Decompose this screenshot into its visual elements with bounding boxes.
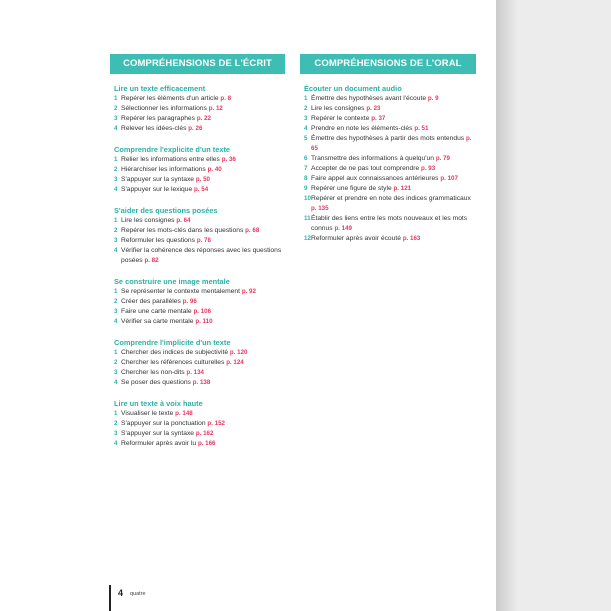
toc-section xyxy=(114,399,292,449)
toc-entry[interactable] xyxy=(304,234,476,244)
entry-title: S'appuyer sur la syntaxe xyxy=(121,430,195,437)
entry-title: Transmettre des informations à quelqu'un xyxy=(311,155,434,162)
entry-title: Reformuler les questions xyxy=(121,237,195,244)
entry-title: Chercher les références culturelles xyxy=(121,359,225,366)
entry-page-ref[interactable]: p. 65 xyxy=(311,135,472,152)
entry-title: Chercher les non-dits xyxy=(121,369,185,376)
entry-number: 2 xyxy=(114,298,118,305)
toc-entry[interactable] xyxy=(304,164,476,174)
entry-page-ref[interactable]: p. 106 xyxy=(193,308,212,315)
left-margin xyxy=(0,0,81,611)
entry-number: 1 xyxy=(114,156,118,163)
page-shadow xyxy=(496,0,518,611)
toc-entry[interactable] xyxy=(304,134,476,154)
toc-entry[interactable] xyxy=(114,114,292,124)
toc-entry[interactable] xyxy=(304,184,476,194)
entry-page-ref[interactable]: p. 149 xyxy=(334,225,352,232)
entry-title: Accepter de ne pas tout comprendre xyxy=(311,165,420,172)
toc-section xyxy=(114,84,292,134)
entry-page-ref[interactable]: p. 121 xyxy=(393,185,412,192)
entry-title: Repérer les mots-clés dans les questions xyxy=(121,227,244,234)
entry-page-ref[interactable]: p. 107 xyxy=(440,175,458,182)
entry-page-ref[interactable]: p. 22 xyxy=(196,115,211,122)
entry-number: 4 xyxy=(114,318,118,325)
toc-entry[interactable] xyxy=(114,165,292,175)
toc-section xyxy=(114,277,292,327)
toc-entry[interactable] xyxy=(114,104,292,114)
entry-title: Repérer et prendre en note des indices grammaticaux xyxy=(311,195,471,202)
entry-number: 4 xyxy=(114,247,118,254)
entry-title: Faire une carte mentale xyxy=(121,308,192,315)
entry-title: Chercher des indices de subjectivité xyxy=(121,349,229,356)
section-title: Comprendre l'implicite d'un texte xyxy=(114,338,231,347)
toc-entry[interactable] xyxy=(304,174,476,184)
entry-title: Émettre des hypothèses avant l'écoute xyxy=(311,95,427,102)
entry-page-ref[interactable]: p. 124 xyxy=(226,359,244,366)
entry-title: Repérer une figure de style xyxy=(311,185,392,192)
entry-number: 4 xyxy=(114,440,118,447)
entry-title: S'appuyer sur le lexique xyxy=(121,186,193,193)
entry-title: Vérifier la cohérence des réponses avec les questions posées xyxy=(121,247,282,264)
entry-number: 3 xyxy=(114,430,118,437)
entry-page-ref[interactable]: p. 162 xyxy=(195,430,214,437)
toc-entry[interactable] xyxy=(114,287,292,297)
entry-number: 9 xyxy=(304,185,308,192)
entry-number: 1 xyxy=(114,217,118,224)
entry-page-ref[interactable]: p. 8 xyxy=(220,95,232,102)
toc-entry[interactable] xyxy=(114,317,292,327)
toc-entry[interactable] xyxy=(114,368,292,378)
toc-section xyxy=(114,206,292,266)
section-title: Lire un texte à voix haute xyxy=(114,399,203,408)
entry-number: 5 xyxy=(304,135,308,142)
entry-number: 1 xyxy=(114,410,118,417)
toc-entry[interactable] xyxy=(114,307,292,317)
entry-title: Vérifier sa carte mentale xyxy=(121,318,194,325)
entry-number: 12 xyxy=(304,235,311,242)
entry-number: 11 xyxy=(304,215,311,222)
section-title: S'aider des questions posées xyxy=(114,206,218,215)
entry-title: S'appuyer sur la syntaxe xyxy=(121,176,195,183)
entry-number: 2 xyxy=(304,105,308,112)
entry-number: 1 xyxy=(304,95,308,102)
entry-page-ref[interactable]: p. 92 xyxy=(241,288,256,295)
entry-page-ref[interactable]: p. 79 xyxy=(435,155,450,162)
toc-entry[interactable] xyxy=(304,154,476,164)
banner-ecrit: COMPRÉHENSIONS DE L'ÉCRIT xyxy=(110,54,285,74)
entry-title: Hiérarchiser les informations xyxy=(121,166,206,173)
toc-entry[interactable] xyxy=(114,429,292,439)
entry-title: Se poser des questions xyxy=(121,379,191,386)
entry-title: Lire les consignes xyxy=(311,105,365,112)
entry-title: Relever les idées-clés xyxy=(121,125,187,132)
entry-title: Visualiser le texte xyxy=(121,410,174,417)
entry-number: 3 xyxy=(304,115,308,122)
toc-entry[interactable] xyxy=(114,175,292,185)
entry-page-ref[interactable]: p. 163 xyxy=(402,235,421,242)
toc-entry[interactable] xyxy=(114,348,292,358)
entry-page-ref[interactable]: p. 26 xyxy=(188,125,203,132)
entry-number: 6 xyxy=(304,155,308,162)
toc-entry[interactable] xyxy=(114,216,292,226)
entry-page-ref[interactable]: p. 12 xyxy=(208,105,223,112)
left-column xyxy=(114,84,292,449)
entry-title: Lire les consignes xyxy=(121,217,175,224)
entry-page-ref[interactable]: p. 54 xyxy=(194,186,209,193)
entry-title: Reformuler après avoir écouté xyxy=(311,235,401,242)
entry-page-ref[interactable]: p. 138 xyxy=(192,379,211,386)
toc-entry[interactable] xyxy=(114,94,292,104)
entry-title: Repérer les éléments d'un article xyxy=(121,95,219,102)
entry-page-ref[interactable]: p. 68 xyxy=(245,227,260,234)
entry-page-ref[interactable]: p. 110 xyxy=(195,318,213,325)
entry-number: 3 xyxy=(114,115,118,122)
entry-number: 1 xyxy=(114,349,118,356)
entry-number: 3 xyxy=(114,176,118,183)
toc-entry[interactable] xyxy=(304,104,476,114)
entry-title: Faire appel aux connaissances antérieures xyxy=(311,175,439,182)
entry-page-ref[interactable]: p. 135 xyxy=(311,205,329,212)
entry-page-ref[interactable]: p. 64 xyxy=(176,217,191,224)
toc-entry[interactable] xyxy=(114,226,292,236)
footer-bar xyxy=(109,585,111,611)
entry-number: 2 xyxy=(114,420,118,427)
entry-page-ref[interactable]: p. 120 xyxy=(229,349,248,356)
section-title: Lire un texte efficacement xyxy=(114,84,206,93)
entry-number: 1 xyxy=(114,95,118,102)
entry-page-ref[interactable]: p. 37 xyxy=(371,115,386,122)
entry-title: Établir des liens entre les mots nouveaux et les mots connus xyxy=(311,215,468,232)
entry-page-ref[interactable]: p. 134 xyxy=(186,369,204,376)
entry-number: 2 xyxy=(114,359,118,366)
entry-title: Relier les informations entre elles xyxy=(121,156,220,163)
entry-number: 2 xyxy=(114,105,118,112)
entry-number: 4 xyxy=(114,379,118,386)
toc-section xyxy=(114,338,292,388)
page-word: quatre xyxy=(130,591,146,597)
entry-title: S'appuyer sur la ponctuation xyxy=(121,420,206,427)
entry-page-ref[interactable]: p. 93 xyxy=(421,165,436,172)
entry-page-ref[interactable]: p. 23 xyxy=(366,105,381,112)
entry-title: Créer des parallèles xyxy=(121,298,181,305)
section-title: Se construire une image mentale xyxy=(114,277,230,286)
toc-entry[interactable] xyxy=(114,378,292,388)
page-number: 4 xyxy=(118,588,124,598)
entry-number: 3 xyxy=(114,237,118,244)
toc-entry[interactable] xyxy=(114,297,292,307)
toc-entry[interactable] xyxy=(114,124,292,134)
entry-title: Repérer le contexte xyxy=(311,115,370,122)
section-title: Écouter un document audio xyxy=(304,84,402,93)
entry-title: Prendre en note les éléments-clés xyxy=(311,125,413,132)
toc-entry[interactable] xyxy=(114,358,292,368)
banner-oral: COMPRÉHENSIONS DE L'ORAL xyxy=(300,54,476,74)
right-column xyxy=(304,84,476,244)
toc-entry[interactable] xyxy=(114,419,292,429)
entry-number: 7 xyxy=(304,165,308,172)
entry-number: 3 xyxy=(114,308,118,315)
entry-page-ref[interactable]: p. 166 xyxy=(197,440,216,447)
section-title: Comprendre l'explicite d'un texte xyxy=(114,145,231,154)
entry-number: 4 xyxy=(114,125,118,132)
toc-entry[interactable] xyxy=(114,246,292,266)
toc-entry[interactable] xyxy=(114,409,292,419)
entry-number: 4 xyxy=(114,186,118,193)
toc-entry[interactable] xyxy=(304,194,476,214)
entry-title: Sélectionner les informations xyxy=(121,105,207,112)
entry-title: Se représenter le contexte mentalement xyxy=(121,288,240,295)
toc-entry[interactable] xyxy=(304,214,476,234)
entry-page-ref[interactable]: p. 36 xyxy=(221,156,236,163)
toc-entry[interactable] xyxy=(114,155,292,165)
entry-title: Émettre des hypothèses à partir des mots entendus xyxy=(311,135,465,142)
entry-page-ref[interactable]: p. 96 xyxy=(182,298,197,305)
entry-number: 8 xyxy=(304,175,308,182)
entry-page-ref[interactable]: p. 82 xyxy=(144,257,159,264)
entry-number: 3 xyxy=(114,369,118,376)
toc-section xyxy=(304,84,476,244)
entry-number: 10 xyxy=(304,195,311,202)
toc-entry[interactable] xyxy=(304,94,476,104)
entry-page-ref[interactable]: p. 9 xyxy=(427,95,439,102)
entry-title: Repérer les paragraphes xyxy=(121,115,195,122)
entry-page-ref[interactable]: p. 152 xyxy=(207,420,225,427)
entry-page-ref[interactable]: p. 51 xyxy=(414,125,429,132)
entry-number: 2 xyxy=(114,227,118,234)
entry-number: 2 xyxy=(114,166,118,173)
toc-entry[interactable] xyxy=(304,114,476,124)
toc-entry[interactable] xyxy=(114,439,292,449)
entry-page-ref[interactable]: p. 40 xyxy=(207,166,222,173)
toc-entry[interactable] xyxy=(304,124,476,134)
entry-title: Reformuler après avoir lu xyxy=(121,440,197,447)
toc-entry[interactable] xyxy=(114,185,292,195)
entry-page-ref[interactable]: p. 78 xyxy=(196,237,211,244)
entry-number: 4 xyxy=(304,125,308,132)
entry-number: 1 xyxy=(114,288,118,295)
entry-page-ref[interactable]: p. 148 xyxy=(175,410,193,417)
entry-page-ref[interactable]: p. 50 xyxy=(195,176,210,183)
toc-section xyxy=(114,145,292,195)
toc-entry[interactable] xyxy=(114,236,292,246)
